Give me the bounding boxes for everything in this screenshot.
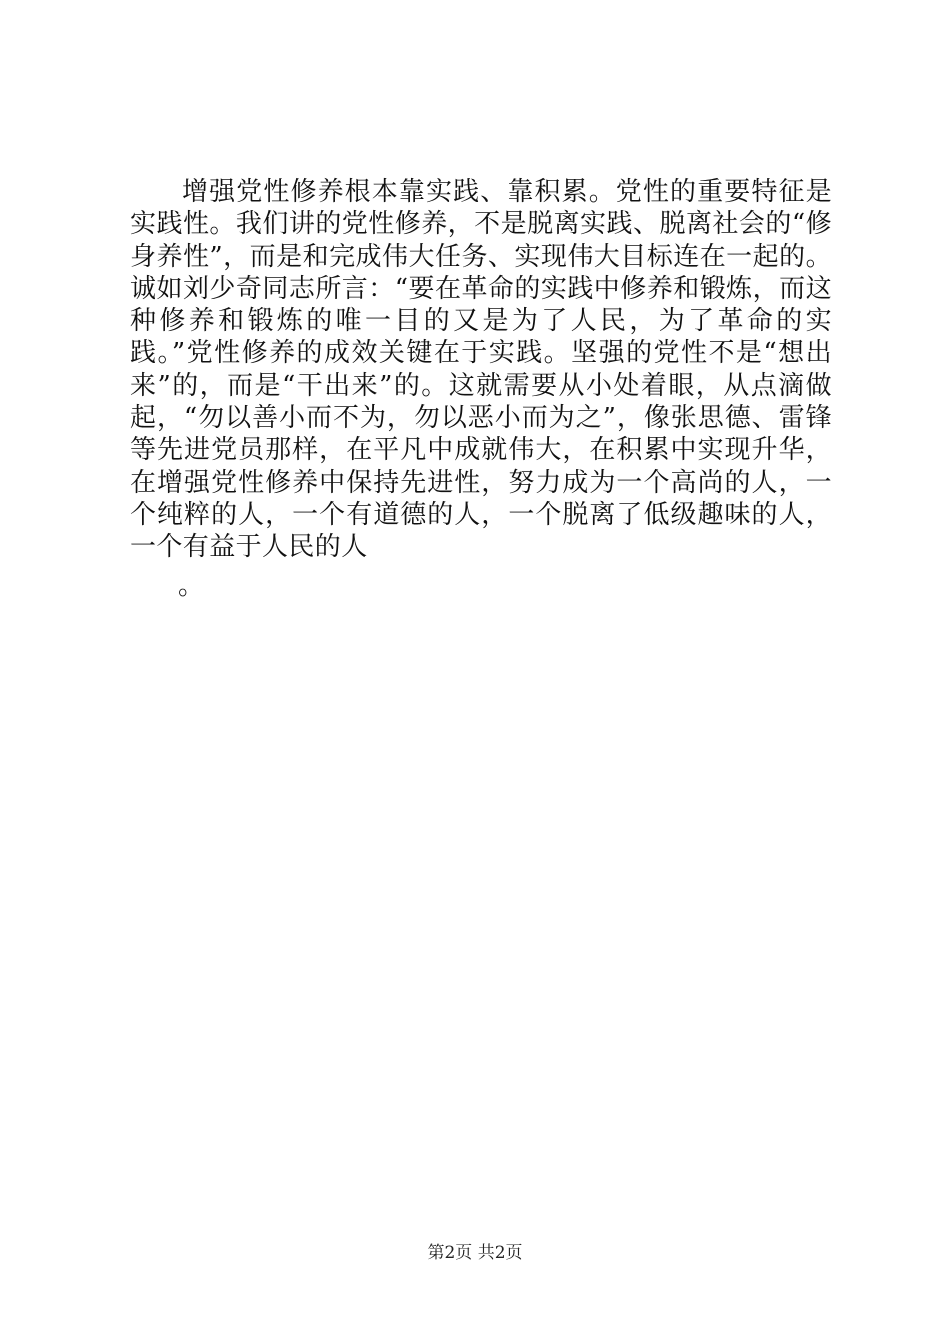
- paragraph-tail-punctuation: 。: [178, 570, 205, 601]
- document-body: [130, 176, 832, 602]
- page-footer: 第2页 共2页: [427, 1243, 523, 1263]
- body-paragraph: 增强党性修养根本靠实践、靠积累。党性的重要特征是实践性。我们讲的党性修养，不是脱离实践、脱离社会的“修身养性”，而是和完成伟大任务、实现伟大目标连在一起的。诚如刘少奇同志所言：“要在革命的实践中修养和锻炼，而这种修养和锻炼的唯一目的又是为了人民，为了革命的实践。”党性修养的成效关键在于实践。坚强的党性不是“想出来”的，而是“干出来”的。这就需要从小处着眼，从点滴做起，“勿以善小而不为，勿以恶小而为之”，像张思德、雷锋等先进党员那样，在平凡中成就伟大，在积累中实现升华，在增强党性修养中保持先进性，努力成为一个高尚的人，一个纯粹的人，一个有道德的人，一个脱离了低级趣味的人，一个有益于人民的人: [130, 177, 832, 563]
